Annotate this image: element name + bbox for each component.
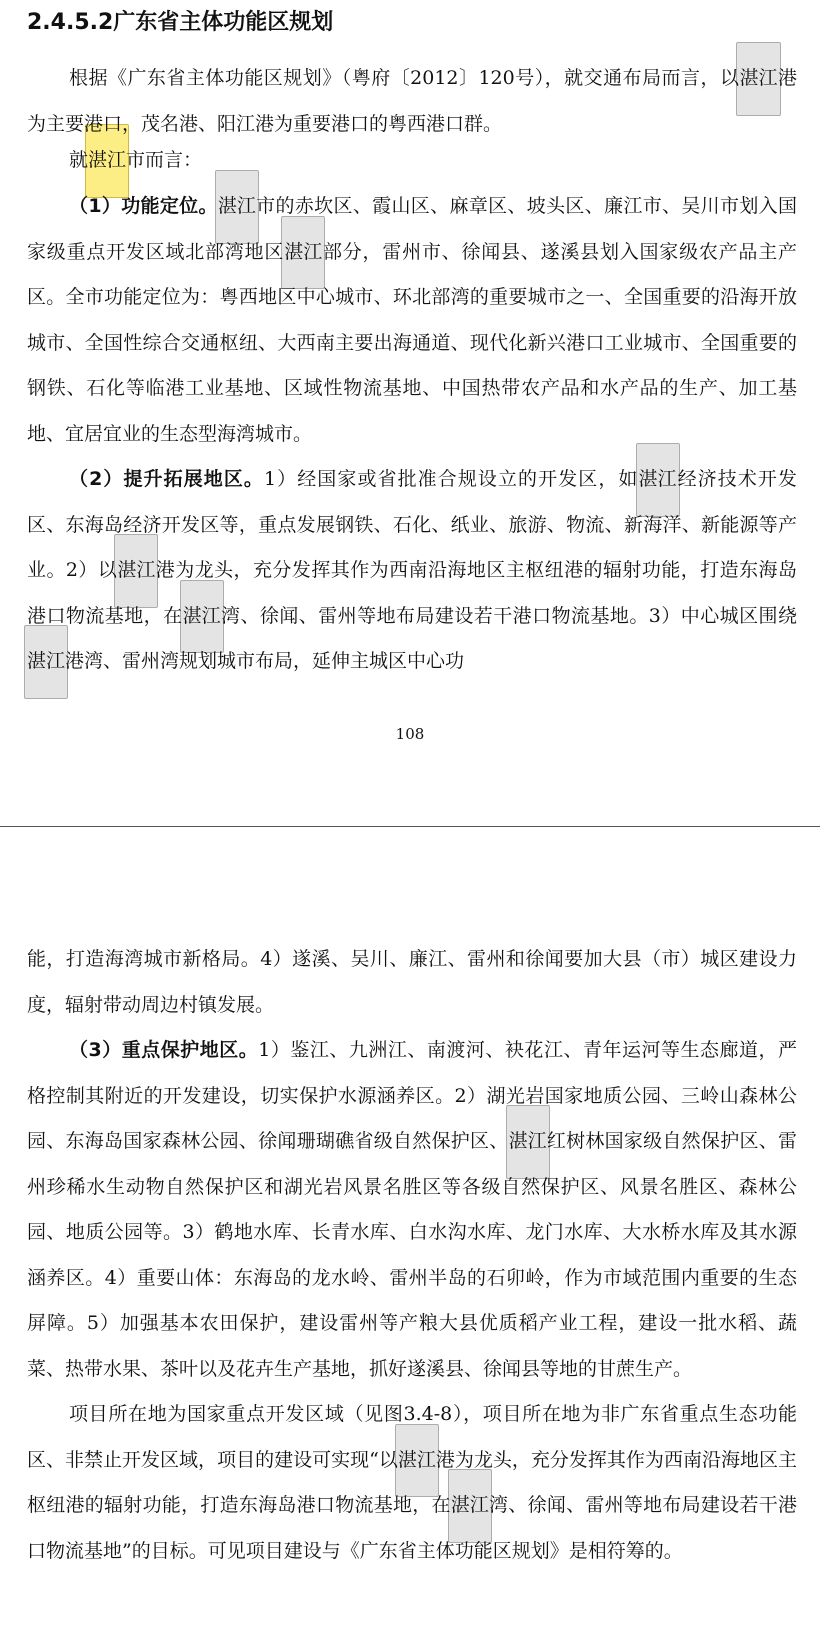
search-highlight[interactable]: 湛江 — [639, 457, 677, 503]
paragraph-traffic-layout: 根据《广东省主体功能区规划》（粤府〔2012〕120号），就交通布局而言，以湛江港为主要港口，茂名港、阳江港为重要港口的粤西港口群。 — [27, 56, 797, 147]
item-label: （1）功能定位。 — [69, 195, 218, 217]
paragraph-city-intro: 就湛江市而言： — [27, 138, 797, 184]
search-highlight[interactable]: 湛江 — [284, 230, 322, 276]
section-heading: 2.4.5.2广东省主体功能区规划 — [27, 10, 334, 35]
document-page-109 — [0, 827, 820, 1638]
search-highlight[interactable]: 湛江 — [117, 548, 155, 594]
search-highlight[interactable]: 湛江 — [218, 184, 256, 230]
page-number: 108 — [395, 725, 425, 743]
paragraph-project-conformity: 项目所在地为国家重点开发区域（见图3.4-8），项目所在地为非广东省重点生态功能区、非禁止开发区域，项目的建设可实现“以湛江港为龙头，充分发挥其作为西南沿海地区主枢纽港的辐射功能，打造东海岛港口物流基地，在湛江湾、徐闻、雷州等地布局建设若干港口物流基地”的目标。可见项目建设与《广东省主体功能区规划》是相符筹的。 — [27, 1403, 797, 1562]
search-highlight[interactable]: 湛江 — [451, 1483, 489, 1529]
search-highlight[interactable]: 湛江 — [183, 594, 221, 640]
paragraph-expansion-areas: （2）提升拓展地区。1）经国家或省批准合规设立的开发区，如湛江经济技术开发区、东海岛经济开发区等，重点发展钢铁、石化、纸业、旅游、物流、新海洋、新能源等产业。2）以湛江港为龙头，充分发挥其作为西南沿海地区主枢纽港的辐射功能，打造东海岛港口物流基地，在湛江湾、徐闻、雷州等地布局建设若干港口物流基地。3）中心城区围绕湛江港湾、雷州湾规划城市布局，延伸主城区中心功 — [27, 457, 797, 685]
search-highlight[interactable]: 湛江 — [739, 56, 777, 102]
search-highlight[interactable]: 湛江 — [27, 639, 65, 685]
paragraph-protected-areas: （3）重点保护地区。1）鉴江、九洲江、南渡河、袂花江、青年运河等生态廊道，严格控制其附近的开发建设，切实保护水源涵养区。2）湖光岩国家地质公园、三岭山森林公园、东海岛国家森林公园、徐闻珊瑚礁省级自然保护区、湛江红树林国家级自然保护区、雷州珍稀水生动物自然保护区和湖光岩风景名胜区等各级自然保护区、风景名胜区、森林公园、地质公园等。3）鹤地水库、长青水库、白水沟水库、龙门水库、大水桥水库及其水源涵养区。4）重要山体：东海岛的龙水岭、雷州半岛的石卯岭，作为市域范围内重要的生态屏障。5）加强基本农田保护，建设雷州等产粮大县优质稻产业工程，建设一批水稻、蔬菜、热带水果、茶叶以及花卉生产基地，抓好遂溪县、徐闻县等地的甘蔗生产。 — [27, 1039, 797, 1380]
paragraph-function-positioning: （1）功能定位。湛江市的赤坎区、霞山区、麻章区、坡头区、廉江市、吴川市划入国家级重点开发区域北部湾地区湛江部分，雷州市、徐闻县、遂溪县划入国家级农产品主产区。全市功能定位为：粤西地区中心城市、环北部湾的重要城市之一、全国重要的沿海开放城市、全国性综合交通枢纽、大西南主要出海通道、现代化新兴港口工业城市、全国重要的钢铁、石化等临港工业基地、区域性物流基地、中国热带农产品和水产品的生产、加工基地、宜居宜业的生态型海湾城市。 — [27, 184, 797, 457]
search-highlight-current[interactable]: 湛江 — [88, 138, 126, 184]
item-label: （3）重点保护地区。 — [69, 1039, 259, 1061]
search-highlight[interactable]: 湛江 — [398, 1438, 436, 1484]
item-label: （2）提升拓展地区。 — [69, 468, 264, 490]
paragraph-continuation: 能，打造海湾城市新格局。4）遂溪、吴川、廉江、雷州和徐闻要加大县（市）城区建设力度，辐射带动周边村镇发展。 — [27, 948, 797, 1016]
search-highlight[interactable]: 湛江 — [509, 1119, 547, 1165]
